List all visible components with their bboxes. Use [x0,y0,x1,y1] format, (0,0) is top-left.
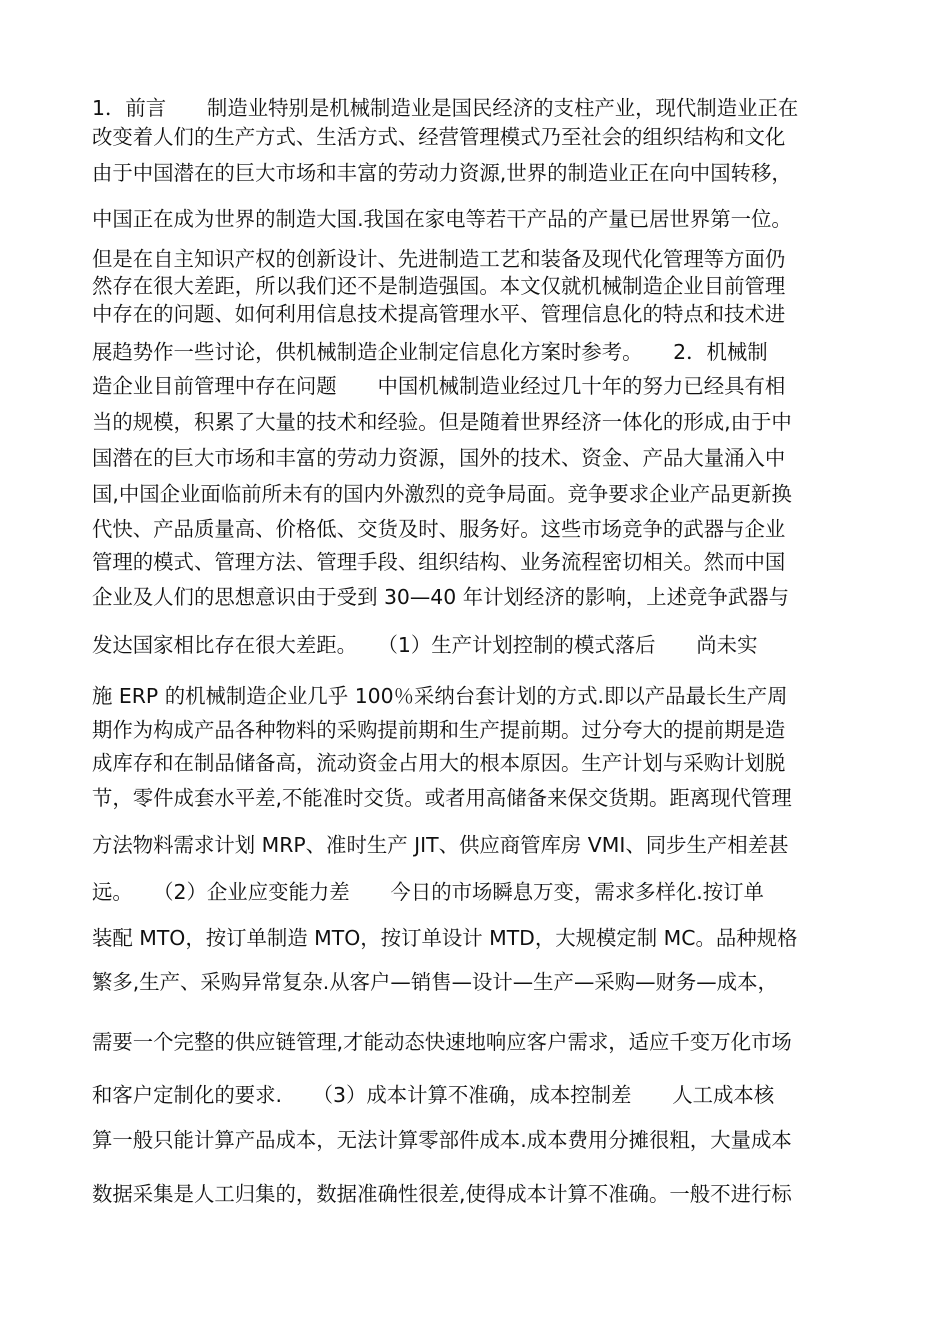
text-line: 代快、产品质量高、价格低、交货及时、服务好。这些市场竞争的武器与企业 [92,517,786,541]
text-line: 中存在的问题、如何利用信息技术提高管理水平、管理信息化的特点和技术进 [92,302,786,326]
text-line: 远。 （2）企业应变能力差 今日的市场瞬息万变，需求多样化.按订单 [92,880,764,904]
text-line: 节，零件成套水平差,不能准时交货。或者用高储备来保交货期。距离现代管理 [92,786,792,810]
text-line: 1．前言 制造业特别是机械制造业是国民经济的支柱产业，现代制造业正在 [92,96,799,120]
text-line: 施 ERP 的机械制造企业几乎 100％采纳台套计划的方式.即以产品最长生产周 [92,684,788,708]
text-line: 企业及人们的思想意识由于受到 30—40 年计划经济的影响，上述竞争武器与 [92,585,789,609]
text-line: 然存在很大差距，所以我们还不是制造强国。本文仅就机械制造企业目前管理 [92,274,786,298]
text-line: 中国正在成为世界的制造大国.我国在家电等若干产品的产量已居世界第一位。 [92,207,792,231]
text-line: 由于中国潜在的巨大市场和丰富的劳动力资源,世界的制造业正在向中国转移， [92,161,792,185]
text-line: 期作为构成产品各种物料的采购提前期和生产提前期。过分夸大的提前期是造 [92,718,786,742]
text-line: 数据采集是人工归集的，数据准确性很差,使得成本计算不准确。一般不进行标 [92,1182,792,1206]
text-line: 改变着人们的生产方式、生活方式、经营管理模式乃至社会的组织结构和文化 [92,125,786,149]
text-line: 成库存和在制品储备高，流动资金占用大的根本原因。生产计划与采购计划脱 [92,751,786,775]
text-line: 算一般只能计算产品成本，无法计算零部件成本.成本费用分摊很粗，大量成本 [92,1128,792,1152]
text-line: 展趋势作一些讨论，供机械制造企业制定信息化方案时参考。 2．机械制 [92,340,768,364]
text-line: 装配 MTO，按订单制造 MTO，按订单设计 MTD，大规模定制 MC。品种规格 [92,926,798,950]
text-line: 需要一个完整的供应链管理,才能动态快速地响应客户需求，适应千变万化市场 [92,1030,792,1054]
text-line: 国潜在的巨大市场和丰富的劳动力资源，国外的技术、资金、产品大量涌入中 [92,446,786,470]
text-line: 发达国家相比存在很大差距。 （1）生产计划控制的模式落后 尚未实 [92,633,758,657]
text-line: 和客户定制化的要求. （3）成本计算不准确，成本控制差 人工成本核 [92,1083,775,1107]
text-line: 当的规模，积累了大量的技术和经验。但是随着世界经济一体化的形成,由于中 [92,410,792,434]
text-line: 造企业目前管理中存在问题 中国机械制造业经过几十年的努力已经具有相 [92,374,786,398]
text-line: 方法物料需求计划 MRP、准时生产 JIT、供应商管库房 VMI、同步生产相差甚 [92,833,789,857]
text-line: 繁多,生产、采购异常复杂.从客户—销售—设计—生产—采购—财务—成本， [92,970,778,994]
text-line: 但是在自主知识产权的创新设计、先进制造工艺和装备及现代化管理等方面仍 [92,247,786,271]
text-line: 国,中国企业面临前所未有的国内外激烈的竞争局面。竞争要求企业产品更新换 [92,482,792,506]
text-line: 管理的模式、管理方法、管理手段、组织结构、业务流程密切相关。然而中国 [92,550,786,574]
